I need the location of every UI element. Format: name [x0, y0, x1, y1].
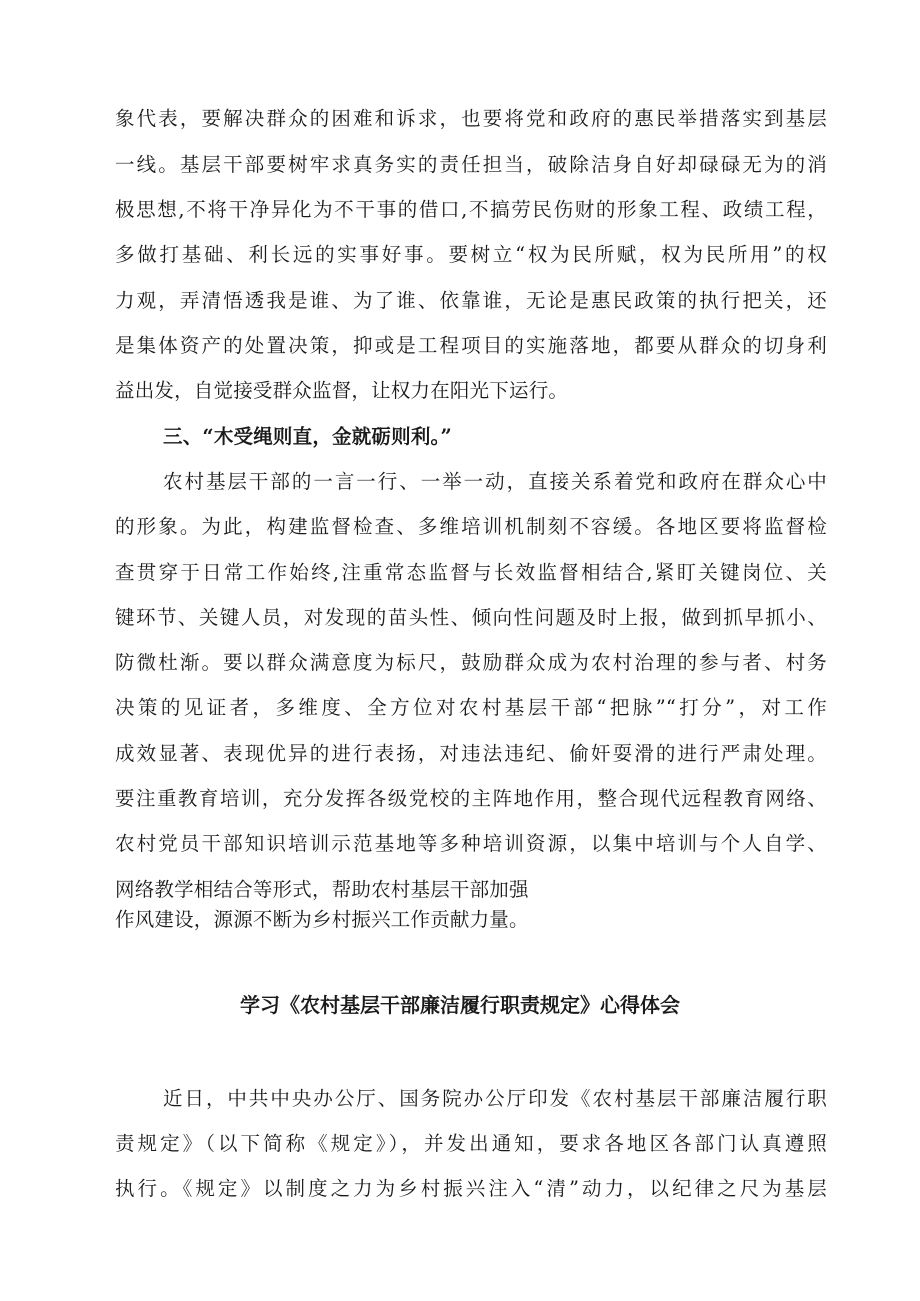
- section-heading: 三、“木受绳则直，金就砺则利。”: [163, 425, 452, 448]
- paragraph-line: 决策的见证者，多维度、全方位对农村基层干部“把脉”“打分”，对工作: [115, 696, 827, 719]
- paragraph-line: 近日，中共中央办公厅、国务院办公厅印发《农村基层干部廉洁履行职: [163, 1087, 827, 1110]
- paragraph-line: 防微杜渐。要以群众满意度为标尺，鼓励群众成为农村治理的参与者、村务: [115, 651, 827, 674]
- paragraph-line: 农村基层干部的一言一行、一举一动，直接关系着党和政府在群众心中: [163, 470, 827, 493]
- paragraph-line: 执行。《规定》以制度之力为乡村振兴注入“清”动力，以纪律之尺为基层: [115, 1177, 827, 1200]
- paragraph-line: 农村党员干部知识培训示范基地等多种培训资源，以集中培训与个人自学、: [115, 832, 827, 855]
- paragraph-line: 力观，弄清悟透我是谁、为了谁、依靠谁，无论是惠民政策的执行把关，还: [115, 289, 827, 312]
- paragraph-line: 是集体资产的处置决策，抑或是工程项目的实施落地，都要从群众的切身利: [115, 334, 827, 357]
- paragraph-line: 键环节、关键人员，对发现的苗头性、倾向性问题及时上报，做到抓早抓小、: [115, 606, 827, 629]
- paragraph-line: 成效显著、表现优异的进行表扬，对违法违纪、偷奸耍滑的进行严肃处理。: [115, 742, 827, 765]
- paragraph-line: 益出发，自觉接受群众监督，让权力在阳光下运行。: [115, 379, 569, 402]
- paragraph-line: 查贯穿于日常工作始终,注重常态监督与长效监督相结合,紧盯关键岗位、关: [115, 561, 827, 584]
- paragraph-line: 多做打基础、利长远的实事好事。要树立“权为民所赋，权为民所用”的权: [115, 243, 827, 266]
- paragraph-line: 网络教学相结合等形式，帮助农村基层干部加强: [115, 878, 529, 901]
- paragraph-line: 极思想,不将干净异化为不干事的借口,不搞劳民伤财的形象工程、政绩工程，: [115, 198, 827, 221]
- paragraph-line: 作风建设，源源不断为乡村振兴工作贡献力量。: [115, 908, 529, 931]
- article-title: 学习《农村基层干部廉洁履行职责规定》心得体会: [240, 993, 680, 1017]
- paragraph-line: 要注重教育培训，充分发挥各级党校的主阵地作用，整合现代远程教育网络、: [115, 787, 827, 810]
- paragraph-line: 责规定》（以下简称《规定》），并发出通知，要求各地区各部门认真遵照: [115, 1132, 827, 1155]
- paragraph-line: 象代表，要解决群众的困难和诉求，也要将党和政府的惠民举措落实到基层: [115, 107, 827, 130]
- paragraph-line: 的形象。为此，构建监督检查、多维培训机制刻不容缓。各地区要将监督检: [115, 515, 827, 538]
- paragraph-line: 一线。基层干部要树牢求真务实的责任担当，破除洁身自好却碌碌无为的消: [115, 153, 827, 176]
